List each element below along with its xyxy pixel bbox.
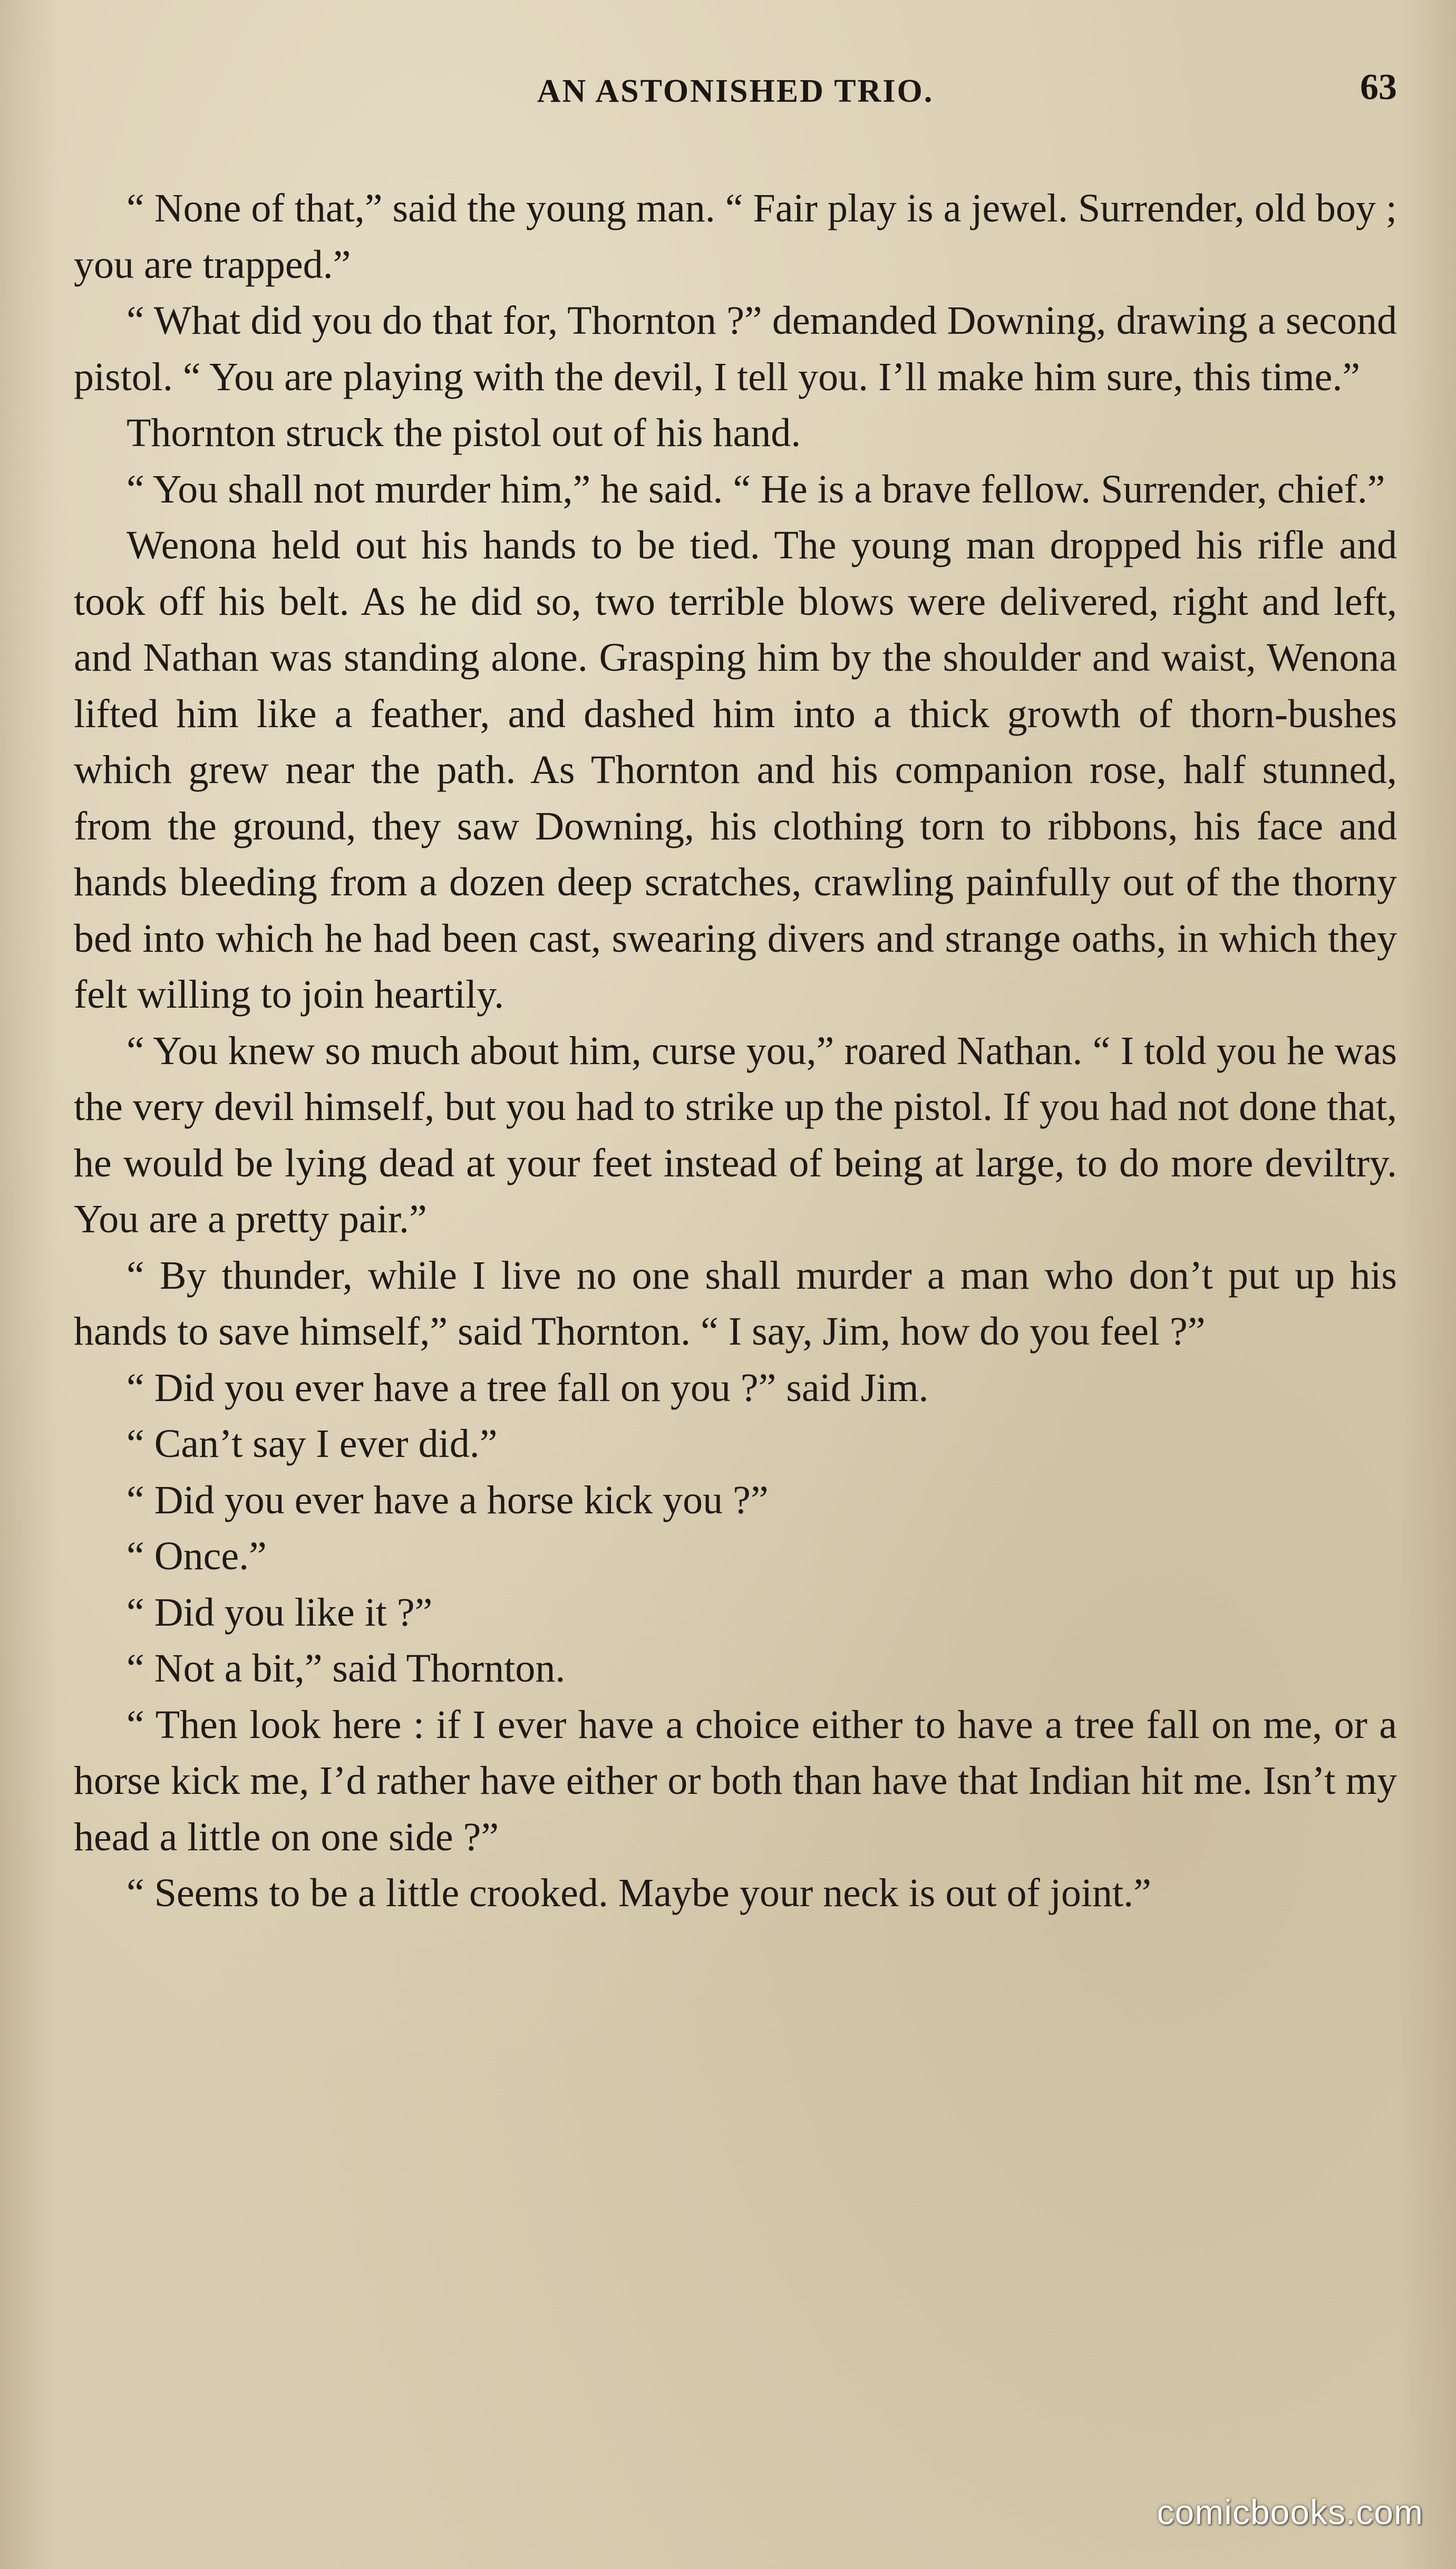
paragraph: “ Then look here : if I ever have a choice either to have a tree fall on me, or a horse kick me, I’d rather have either or both than have that Indian hit me. Isn’t my head a little on one side ?” (74, 1702, 1397, 1859)
paragraph: “ You shall not murder him,” he said. “ He is a brave fellow. Surrender, chief.” (127, 467, 1385, 511)
paragraph: “ Did you like it ?” (127, 1590, 433, 1635)
running-title: AN ASTONISHED TRIO. (537, 73, 934, 109)
page-number: 63 (1360, 67, 1397, 108)
paragraph: “ None of that,” said the young man. “ Fair play is a jewel. Surrender, old boy ; you are trapped.” (74, 186, 1397, 287)
paragraph: “ Did you ever have a horse kick you ?” (127, 1477, 769, 1522)
paragraph: “ Can’t say I ever did.” (127, 1422, 498, 1466)
paragraph: “ What did you do that for, Thornton ?” demanded Downing, drawing a second pistol. “ You are playing with the devil, I tell you. I’ll make him sure, this time.” (74, 298, 1397, 399)
paragraph: “ Not a bit,” said Thornton. (127, 1646, 566, 1691)
paragraph: “ Seems to be a little crooked. Maybe your neck is out of joint.” (127, 1871, 1151, 1915)
watermark: comicbooks.com (1157, 2493, 1423, 2532)
paragraph: “ Once.” (127, 1534, 267, 1578)
paragraph: “ By thunder, while I live no one shall murder a man who don’t put up his hands to save himself,” said Thornton. “ I say, Jim, how do you feel ?” (74, 1253, 1397, 1354)
paragraph: “ Did you ever have a tree fall on you ?” said Jim. (127, 1365, 929, 1410)
body-text (74, 180, 1397, 1921)
paragraph: “ You knew so much about him, curse you,” roared Nathan. “ I told you he was the very devil himself, but you had to strike up the pistol. If you had not done that, he would be lying dead at your feet instead of being at large, to do more deviltry. You are a pretty pair.” (74, 1028, 1397, 1241)
paragraph: Thornton struck the pistol out of his hand. (127, 411, 801, 455)
paragraph: Wenona held out his hands to be tied. The young man dropped his rifle and took off his belt. As he did so, two terrible blows were delivered, right and left, and Nathan was standing alone. Grasping him by the shoulder and waist, Wenona lifted him like a feather, and dashed him into a thick growth of thorn-bushes which grew near the path. As Thornton and his companion rose, half stunned, from the ground, they saw Downing, his clothing torn to ribbons, his face and hands bleeding from a dozen deep scratches, crawling painfully out of the thorny bed into which he had been cast, swearing divers and strange oaths, in which they felt willing to join heartily. (74, 523, 1397, 1017)
running-head (74, 63, 1397, 132)
book-page (74, 63, 1397, 2520)
